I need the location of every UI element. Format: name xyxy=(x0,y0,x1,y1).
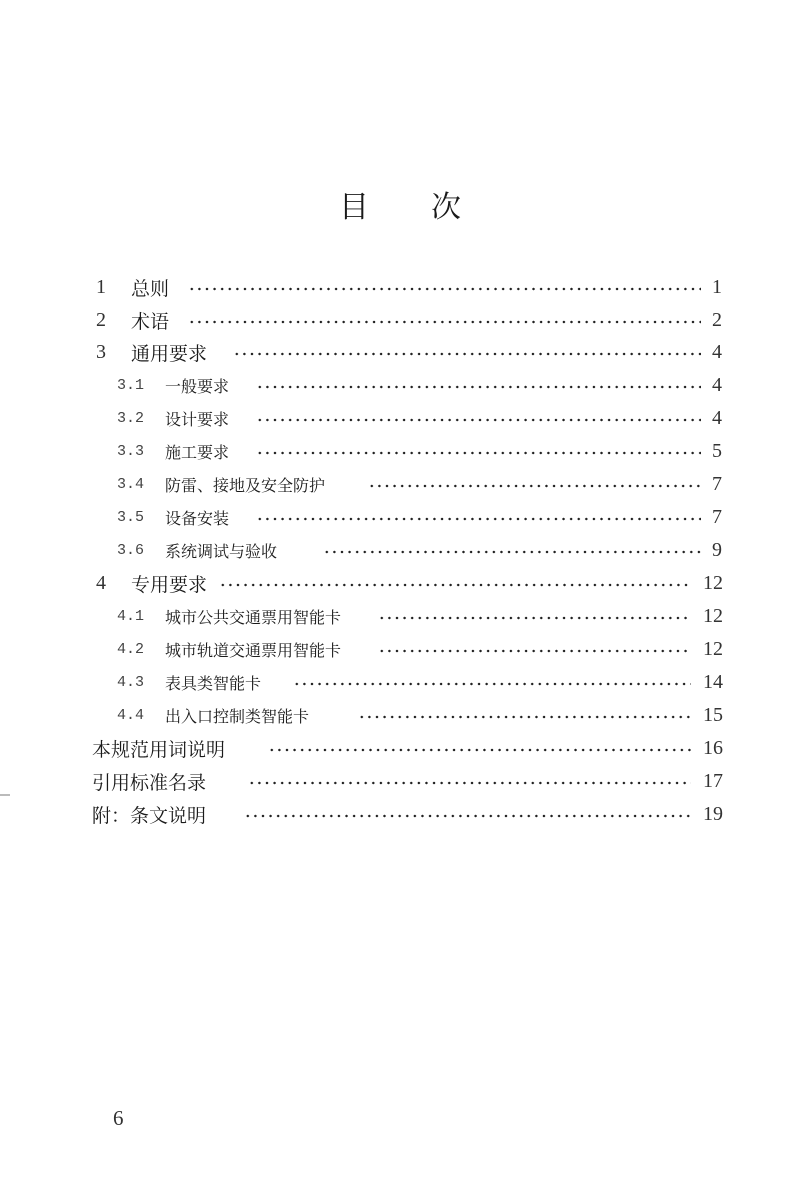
toc-entry-label: 专用要求 xyxy=(131,573,208,596)
toc-entry-label: 附：条文说明 xyxy=(92,804,207,827)
scan-margin-mark xyxy=(0,794,10,796)
toc-entry-number: 3.6 xyxy=(117,541,145,559)
toc-entry-label: 总则 xyxy=(131,277,170,300)
toc-entry[interactable] xyxy=(0,305,800,335)
toc-entry[interactable] xyxy=(0,568,800,598)
toc-entry-page: 12 xyxy=(703,637,723,660)
toc-entry-label: 设计要求 xyxy=(165,409,230,429)
title-char-1: 目 xyxy=(339,190,369,225)
toc-entry[interactable] xyxy=(0,436,800,466)
toc-entry[interactable] xyxy=(0,535,800,565)
dot-leader xyxy=(268,748,691,752)
toc-entry-label: 引用标准名录 xyxy=(92,771,207,794)
toc-entry-number: 4.4 xyxy=(117,706,145,724)
toc-entry-label: 城市轨道交通票用智能卡 xyxy=(165,640,342,660)
toc-entry-number: 4.1 xyxy=(117,607,145,625)
toc-entry-label: 系统调试与验收 xyxy=(165,541,278,561)
dot-leader xyxy=(244,814,691,818)
toc-entry-page: 7 xyxy=(712,472,722,495)
toc-entry[interactable] xyxy=(0,766,800,796)
toc-entry[interactable] xyxy=(0,700,800,730)
toc-entry[interactable] xyxy=(0,799,800,829)
dot-leader xyxy=(378,649,691,653)
toc-entry[interactable] xyxy=(0,634,800,664)
toc-entry[interactable] xyxy=(0,272,800,302)
toc-entry[interactable] xyxy=(0,667,800,697)
toc-entry-label: 通用要求 xyxy=(131,342,208,365)
toc-entry-label: 城市公共交通票用智能卡 xyxy=(165,607,342,627)
toc-entry-page: 4 xyxy=(712,340,722,363)
dot-leader xyxy=(378,616,691,620)
dot-leader xyxy=(233,352,701,356)
dot-leader xyxy=(248,781,691,785)
dot-leader xyxy=(323,550,701,554)
page-title xyxy=(0,182,800,226)
toc-entry-number: 3.2 xyxy=(117,409,145,427)
toc-entry-label: 出入口控制类智能卡 xyxy=(165,706,310,726)
toc-entry-number: 3 xyxy=(96,340,106,363)
toc-entry-label: 防雷、接地及安全防护 xyxy=(165,475,326,495)
toc-entry-page: 4 xyxy=(712,406,722,429)
toc-entry-page: 2 xyxy=(712,308,722,331)
toc-entry[interactable] xyxy=(0,337,800,367)
toc-entry-number: 1 xyxy=(96,275,106,298)
dot-leader xyxy=(188,287,701,291)
toc-entry-number: 4 xyxy=(96,571,106,594)
toc-entry[interactable] xyxy=(0,601,800,631)
toc-entry-number: 3.3 xyxy=(117,442,145,460)
toc-entry-page: 1 xyxy=(712,275,722,298)
toc-entry-page: 19 xyxy=(703,802,723,825)
toc-entry-page: 17 xyxy=(703,769,723,792)
toc-entry[interactable] xyxy=(0,502,800,532)
toc-entry-page: 7 xyxy=(712,505,722,528)
toc-entry-number: 3.5 xyxy=(117,508,145,526)
dot-leader xyxy=(256,517,701,521)
toc-entry-label: 术语 xyxy=(131,310,170,333)
page-number: 6 xyxy=(113,1106,124,1130)
title-char-2: 次 xyxy=(431,190,461,225)
toc-entry-page: 14 xyxy=(703,670,723,693)
dot-leader xyxy=(188,320,701,324)
dot-leader xyxy=(256,418,701,422)
toc-entry-page: 4 xyxy=(712,373,722,396)
dot-leader xyxy=(256,451,701,455)
toc-entry-label: 本规范用词说明 xyxy=(92,738,226,761)
toc-entry-label: 表具类智能卡 xyxy=(165,673,262,693)
toc-entry-page: 12 xyxy=(703,604,723,627)
toc-entry-number: 3.1 xyxy=(117,376,145,394)
toc-entry-page: 16 xyxy=(703,736,723,759)
toc-entry[interactable] xyxy=(0,733,800,763)
dot-leader xyxy=(219,583,691,587)
toc-entry-page: 12 xyxy=(703,571,723,594)
toc-entry-number: 2 xyxy=(96,308,106,331)
toc-entry-label: 设备安装 xyxy=(165,508,230,528)
toc-entry-number: 3.4 xyxy=(117,475,145,493)
toc-entry-label: 施工要求 xyxy=(165,442,230,462)
toc-entry-number: 4.3 xyxy=(117,673,145,691)
toc-entry[interactable] xyxy=(0,370,800,400)
toc-entry-page: 9 xyxy=(712,538,722,561)
toc-entry[interactable] xyxy=(0,469,800,499)
dot-leader xyxy=(256,385,701,389)
toc-entry[interactable] xyxy=(0,403,800,433)
toc-entry-number: 4.2 xyxy=(117,640,145,658)
toc-entry-label: 一般要求 xyxy=(165,376,230,396)
dot-leader xyxy=(293,682,691,686)
toc-entry-page: 5 xyxy=(712,439,722,462)
dot-leader xyxy=(358,715,691,719)
dot-leader xyxy=(368,484,701,488)
toc-entry-page: 15 xyxy=(703,703,723,726)
